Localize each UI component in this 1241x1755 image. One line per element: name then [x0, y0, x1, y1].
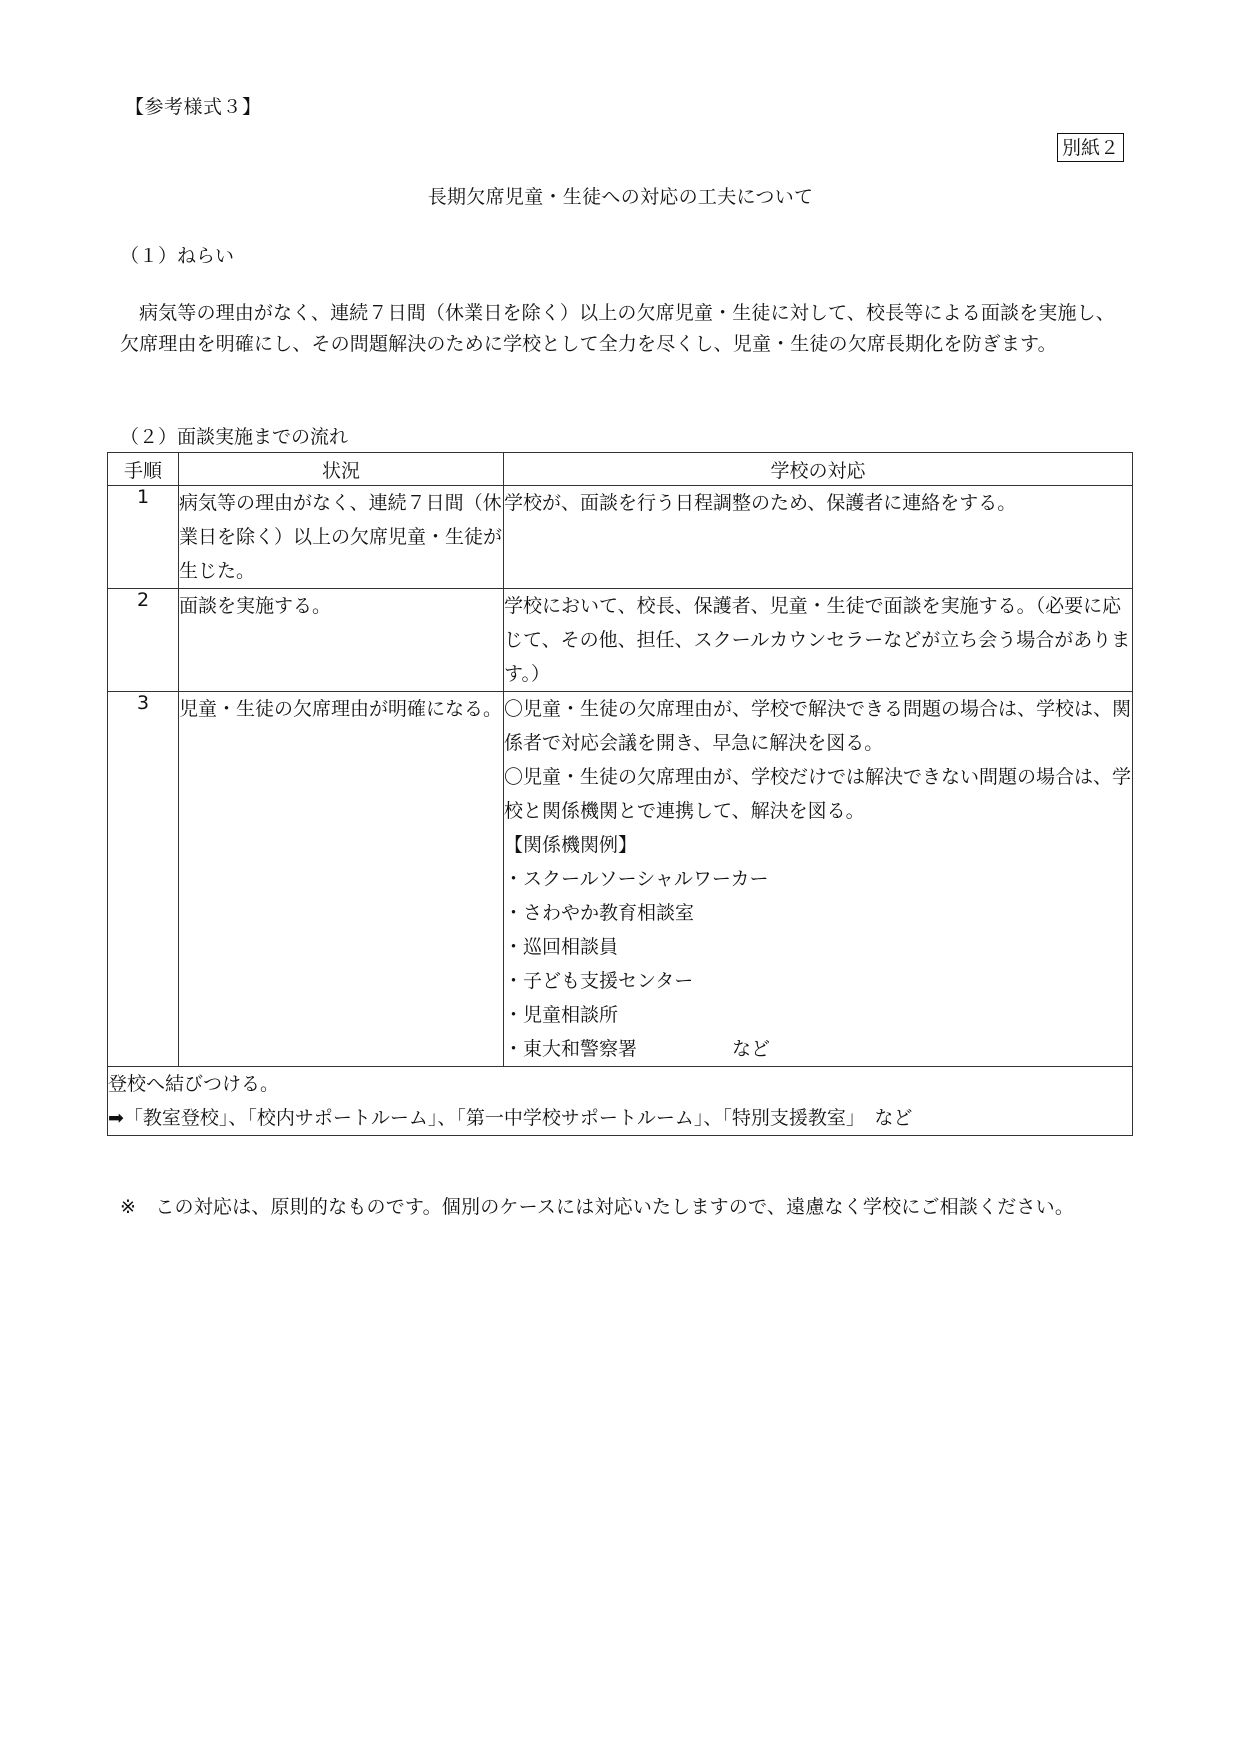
response-line: 〇児童・生徒の欠席理由が、学校で解決できる問題の場合は、学校は、関係者で対応会議を開き、早急に解決を図る。 — [504, 698, 1132, 754]
response-cell — [504, 692, 1133, 1067]
table-row — [108, 486, 1133, 589]
step-number: 3 — [108, 692, 179, 1067]
response-line: 〇児童・生徒の欠席理由が、学校だけでは解決できない問題の場合は、学校と関係機関とで連携して、解決を図る。 — [504, 766, 1132, 822]
header-response: 学校の対応 — [504, 453, 1133, 486]
agency-list-item: ・児童相談所 — [504, 1004, 619, 1026]
situation-cell: 面談を実施する。 — [179, 589, 504, 692]
form-label: 【参考様式３】 — [125, 96, 262, 118]
response-line: 学校が、面談を行う日程調整のため、保護者に連絡をする。 — [504, 492, 1017, 514]
flow-table — [107, 452, 1133, 1136]
response-cell — [504, 589, 1133, 692]
footer-line: 登校へ結びつける。 — [108, 1073, 280, 1095]
header-step: 手順 — [108, 453, 179, 486]
step-number: 1 — [108, 486, 179, 589]
agency-list-item: ・子ども支援センター — [504, 970, 694, 992]
situation-cell: 児童・生徒の欠席理由が明確になる。 — [179, 692, 504, 1067]
table-row — [108, 692, 1133, 1067]
document-title: 長期欠席児童・生徒への対応の工夫について — [427, 186, 814, 208]
aim-paragraph: 病気等の理由がなく、連続７日間（休業日を除く）以上の欠席児童・生徒に対して、校長等による面談を実施し、欠席理由を明確にし、その問題解決のために学校として全力を尽くし、児童・生徒の欠席長期化を防ぎます。 — [120, 302, 1115, 355]
footnote: ※ この対応は、原則的なものです。個別のケースには対応いたしますので、遠慮なく学校にご相談ください。 — [120, 1196, 1075, 1218]
agency-list-item: ・巡回相談員 — [504, 936, 619, 958]
agency-list-item: ・スクールソーシャルワーカー — [504, 868, 769, 890]
attachment-label: 別紙２ — [1057, 133, 1124, 162]
agency-list-item: ・さわやか教育相談室 — [504, 902, 695, 924]
situation-cell: 病気等の理由がなく、連続７日間（休業日を除く）以上の欠席児童・生徒が生じた。 — [179, 486, 504, 589]
aim-heading: （１）ねらい — [120, 245, 235, 267]
flow-heading: （２）面談実施までの流れ — [120, 426, 349, 448]
step-number: 2 — [108, 589, 179, 692]
table-footer-row — [108, 1067, 1133, 1136]
agency-list-item: ・東大和警察署 など — [504, 1038, 771, 1060]
response-cell — [504, 486, 1133, 589]
related-agencies-heading: 【関係機関例】 — [504, 834, 638, 856]
footer-line: ➡「教室登校」、「校内サポートルーム」、「第一中学校サポートルーム」、「特別支援教室」 など — [108, 1107, 913, 1129]
table-row — [108, 589, 1133, 692]
table-header-row — [108, 453, 1133, 486]
response-line: 学校において、校長、保護者、児童・生徒で面談を実施する。（必要に応じて、その他、担任、スクールカウンセラーなどが立ち会う場合があります。） — [504, 595, 1131, 685]
footer-cell — [108, 1067, 1133, 1136]
header-situation: 状況 — [179, 453, 504, 486]
